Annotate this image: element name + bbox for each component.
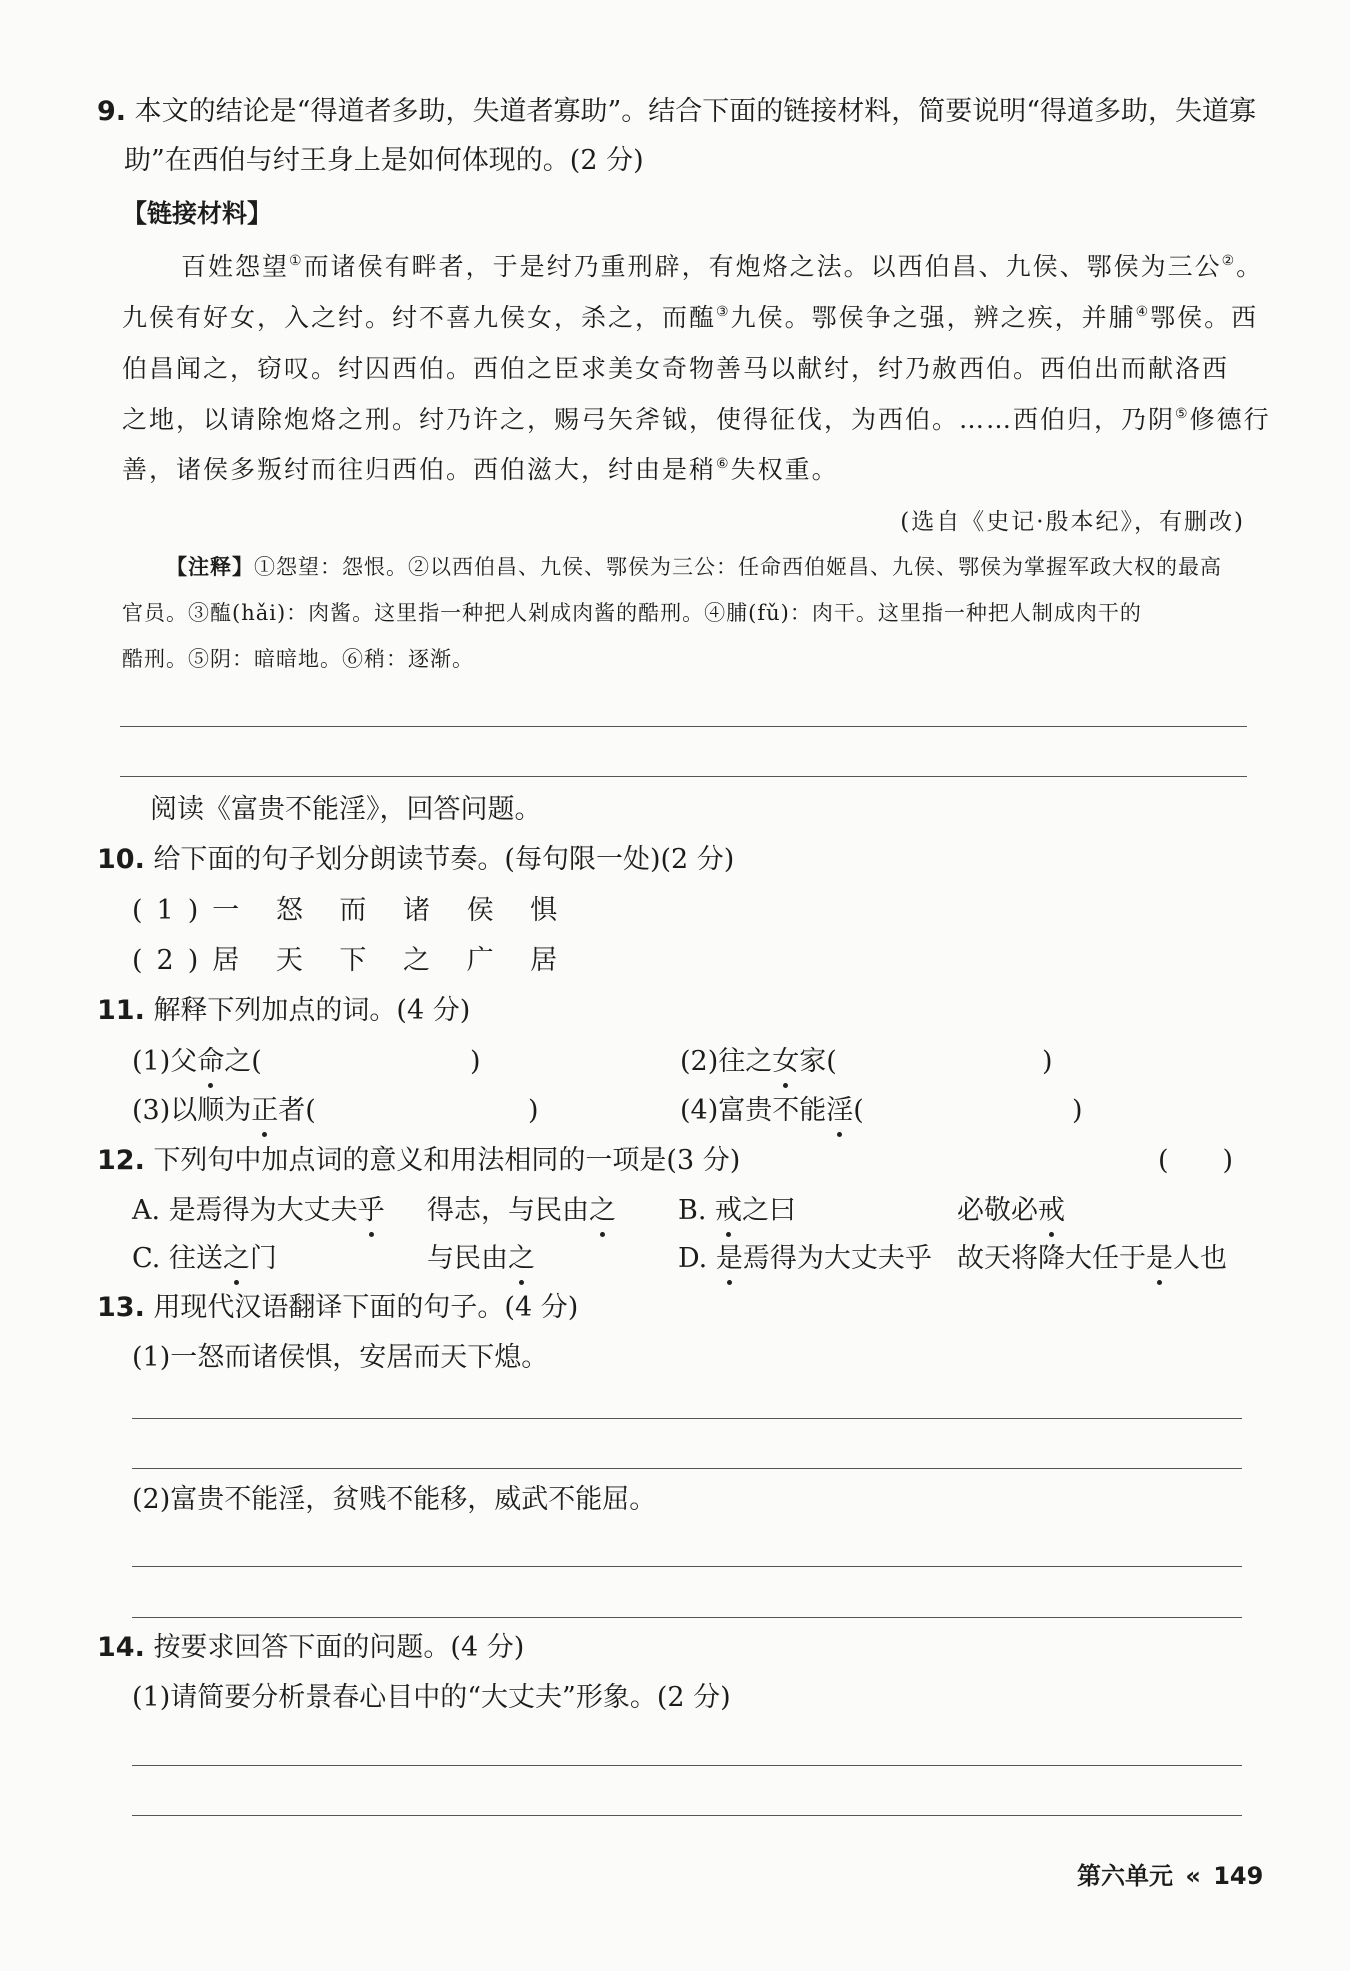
q11-item-text: (1)父 [132, 1046, 198, 1077]
answer-line[interactable] [120, 776, 1247, 777]
answer-line[interactable] [132, 1418, 1242, 1419]
q11-item-text: (3)以顺为 [132, 1095, 252, 1126]
material-line-5 [122, 453, 839, 487]
q10-item-1: (1)一 怒 而 诸 侯 惧 [132, 895, 572, 926]
note-line-1 [166, 552, 1222, 582]
footnote-mark: ④ [1135, 304, 1151, 320]
material-text: 百姓怨望 [181, 252, 290, 281]
q11-item-4 [680, 1093, 864, 1129]
answer-line[interactable] [132, 1566, 1242, 1567]
option-text: 故天将降大任于 [957, 1243, 1146, 1274]
dotted-word: 戒 [715, 1193, 742, 1229]
footnote-mark: ⑥ [716, 456, 731, 472]
dotted-word: 是 [1146, 1241, 1173, 1277]
dotted-word: 女 [772, 1044, 799, 1080]
material-line-2 [122, 301, 1258, 335]
option-text: C. 往送 [132, 1243, 223, 1274]
q10 [97, 842, 734, 878]
q9-text-line2: 助”在西伯与纣王身上是如何体现的。(2 分) [124, 145, 644, 176]
q10-number: 10. [97, 844, 145, 875]
q10-item-2: (2)居 天 下 之 广 居 [132, 945, 572, 976]
material-text: 之地，以请除炮烙之刑。纣乃许之，赐弓矢斧钺，使得征伐，为西伯。……西伯归，乃阴 [122, 405, 1176, 434]
unit-label: 第六单元 [1077, 1862, 1173, 1890]
dotted-word: 之 [508, 1241, 535, 1277]
double-chevron-icon: « [1185, 1862, 1201, 1890]
q12-option-d[interactable] [678, 1241, 932, 1277]
material-source: (选自《史记·殷本纪》，有删改) [900, 509, 1245, 535]
material-text: 鄂侯。西 [1150, 303, 1259, 332]
material-line-3 [122, 352, 1229, 386]
q12-option-b-pair [957, 1193, 1065, 1229]
footnote-mark: ⑤ [1175, 406, 1190, 422]
material-text: 伯昌闻之，窃叹。纣囚西伯。西伯之臣求美女奇物善马以献纣，纣乃赦西伯。西伯出而献洛西 [122, 354, 1230, 383]
dotted-word: 之 [223, 1241, 250, 1277]
q12-option-d-pair [957, 1241, 1227, 1277]
material-text: 而诸侯有畔者，于是纣乃重刑辟，有炮烙之法。以西伯昌、九侯、鄂侯为三公 [303, 252, 1222, 281]
answer-line[interactable] [132, 1765, 1242, 1766]
dotted-word: 之 [589, 1193, 616, 1229]
q9-number: 9. [97, 96, 127, 127]
q13-text: 用现代汉语翻译下面的句子。(4 分) [153, 1292, 579, 1323]
q14 [97, 1630, 524, 1666]
note-label: 【注释】 [166, 555, 254, 579]
q12-option-a-pair [427, 1193, 616, 1229]
q11-item-text: 家( [799, 1046, 837, 1077]
q11 [97, 993, 470, 1029]
q12-option-c-pair [427, 1241, 535, 1277]
material-title: 【链接材料】 [122, 199, 273, 228]
q9-line1 [97, 94, 1256, 130]
q12-option-b[interactable] [678, 1193, 796, 1229]
option-text: 人也 [1173, 1243, 1227, 1274]
material-text: 九侯有好女，入之纣。纣不喜九侯女，杀之，而醢 [122, 303, 717, 332]
page-number: 149 [1213, 1862, 1264, 1890]
q11-item-text: 之( [224, 1046, 262, 1077]
q14-text: 按要求回答下面的问题。(4 分) [153, 1632, 525, 1663]
q13-item-1: (1)一怒而诸侯惧，安居而天下熄。 [132, 1342, 549, 1373]
passage-intro: 阅读《富贵不能淫》，回答问题。 [150, 794, 542, 825]
q12-number: 12. [97, 1145, 145, 1176]
q11-item-text: ( [853, 1095, 864, 1126]
material-line-4 [122, 403, 1271, 437]
option-text: A. 是焉得为大丈夫 [132, 1195, 358, 1226]
answer-paren[interactable]: ( ) [1158, 1145, 1234, 1176]
q12-option-c[interactable] [132, 1241, 277, 1277]
dotted-word: 淫 [826, 1093, 853, 1129]
answer-line[interactable] [132, 1617, 1242, 1618]
q13-number: 13. [97, 1292, 145, 1323]
dotted-word: 正 [251, 1093, 278, 1129]
q11-number: 11. [97, 995, 145, 1026]
dotted-word: 乎 [358, 1193, 385, 1229]
material-line-1 [181, 250, 1263, 284]
q11-item-1-close: ) [470, 1046, 481, 1077]
option-text: 焉得为大丈夫乎 [742, 1243, 932, 1274]
q11-item-3-close: ) [528, 1095, 539, 1126]
q11-item-2-close: ) [1042, 1046, 1053, 1077]
note-line-3: 酷刑。⑤阴：暗暗地。⑥稍：逐渐。 [122, 647, 474, 671]
answer-line[interactable] [132, 1468, 1242, 1469]
option-text: 与民由 [427, 1243, 508, 1274]
q14-item-1: (1)请简要分析景春心目中的“大丈夫”形象。(2 分) [132, 1682, 731, 1713]
q13-item-2: (2)富贵不能淫，贫贱不能移，威武不能屈。 [132, 1484, 657, 1515]
footnote-mark: ③ [716, 304, 731, 320]
option-text: D. [678, 1243, 716, 1274]
option-text: B. [678, 1195, 716, 1226]
material-text: 九侯。鄂侯争之强，辨之疾，并脯 [730, 303, 1136, 332]
q12-text: 下列句中加点词的意义和用法相同的一项是(3 分) [153, 1145, 741, 1176]
page-footer [1077, 1856, 1263, 1891]
q9-text-line1: 本文的结论是“得道者多助，失道者寡助”。结合下面的链接材料，简要说明“得道多助，失道寡 [134, 96, 1257, 127]
answer-line[interactable] [132, 1815, 1242, 1816]
q13 [97, 1290, 578, 1326]
option-text: 门 [249, 1243, 277, 1274]
note-text: ①怨望：怨恨。②以西伯昌、九侯、鄂侯为三公：任命西伯姬昌、九侯、鄂侯为掌握军政大权的最高 [254, 555, 1222, 579]
option-text: 得志，与民由 [427, 1195, 589, 1226]
q11-item-text: 者( [278, 1095, 316, 1126]
q11-item-2 [680, 1044, 837, 1080]
q11-text: 解释下列加点的词。(4 分) [153, 995, 471, 1026]
option-text: 之曰 [742, 1195, 797, 1226]
material-text: 修德行 [1189, 405, 1271, 434]
material-text: 。 [1236, 252, 1264, 281]
q14-number: 14. [97, 1632, 145, 1663]
q11-item-text: (4)富贵不能 [680, 1095, 827, 1126]
answer-line[interactable] [120, 726, 1247, 727]
q11-item-3 [132, 1093, 316, 1129]
dotted-word: 命 [197, 1044, 224, 1080]
q12 [97, 1143, 740, 1179]
dotted-word: 是 [716, 1241, 743, 1277]
q11-item-text: (2)往之 [680, 1046, 773, 1077]
q11-item-4-close: ) [1072, 1095, 1083, 1126]
material-text: 失权重。 [730, 455, 839, 484]
dotted-word: 戒 [1038, 1193, 1065, 1229]
q12-option-a[interactable] [132, 1193, 385, 1229]
q10-text: 给下面的句子划分朗读节奏。(每句限一处)(2 分) [153, 844, 735, 875]
q11-item-1 [132, 1044, 262, 1080]
note-line-2: 官员。③醢(hǎi)：肉酱。这里指一种把人剁成肉酱的酷刑。④脯(fǔ)：肉干。这里指一种把人制成肉干的 [122, 601, 1142, 625]
footnote-mark: ② [1221, 253, 1237, 269]
option-text: 必敬必 [957, 1195, 1038, 1226]
material-text: 善，诸侯多叛纣而往归西伯。西伯滋大，纣由是稍 [122, 455, 717, 484]
footnote-mark: ① [289, 253, 304, 269]
